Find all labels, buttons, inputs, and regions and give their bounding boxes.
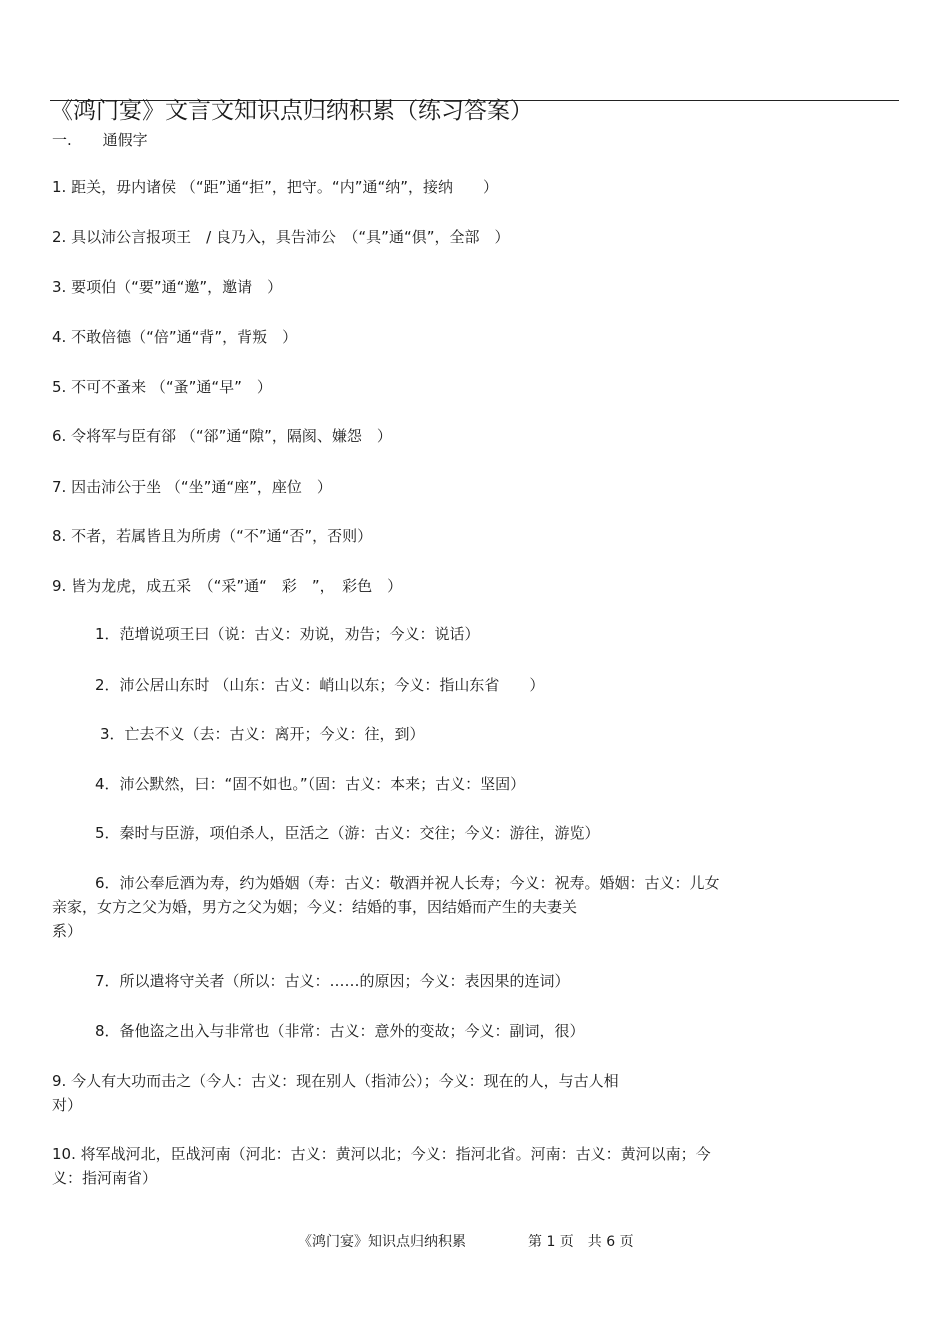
footer-page-number: 第 1 页 共 6 页 — [528, 1234, 634, 1250]
gujin-item-9-line-1: 9. 今人有大功而击之（今人：古义：现在别人（指沛公）；今义：现在的人，与古人相 — [52, 1072, 619, 1090]
section-number: 一. — [52, 131, 72, 149]
gujin-item-10-line-1: 10. 将军战河北，臣战河南（河北：古义：黄河以北；今义：指河北省。河南：古义：黄河以南；今 — [52, 1145, 711, 1163]
gujin-item-7: 7．所以遣将守关者（所以：古义：……的原因；今义：表因果的连词） — [95, 972, 570, 990]
gujin-item-5: 5．秦时与臣游，项伯杀人，臣活之（游：古义：交往；今义：游往，游览） — [95, 824, 600, 842]
tongjia-item-5: 5. 不可不蚤来 （“蚤”通“早” ） — [52, 378, 272, 396]
gujin-item-8: 8．备他盗之出入与非常也（非常：古义：意外的变故；今义：副词，很） — [95, 1022, 585, 1040]
tongjia-item-6: 6. 令将军与臣有郤 （“郤”通“隙”，隔阂、嫌怨 ） — [52, 427, 392, 445]
footer-doc-title: 《鸿门宴》知识点归纳积累 — [298, 1234, 466, 1250]
gujin-item-3: 3．亡去不义（去：古义：离开；今义：往，到） — [100, 725, 425, 743]
gujin-item-10-line-2: 义：指河南省） — [52, 1169, 158, 1187]
gujin-item-6-line-3: 系） — [52, 922, 83, 940]
gujin-item-2: 2．沛公居山东时 （山东：古义：峭山以东；今义：指山东省 ） — [95, 676, 545, 694]
gujin-item-1: 1．范增说项王曰（说：古义：劝说，劝告；今义：说话） — [95, 625, 480, 643]
document-title: 《鸿门宴》文言文知识点归纳积累（练习答案） — [50, 98, 533, 124]
gujin-item-4: 4．沛公默然，曰：“固不如也。”（固：古义：本来；古义：坚固） — [95, 775, 526, 793]
tongjia-item-7: 7. 因击沛公于坐 （“坐”通“座”，座位 ） — [52, 478, 332, 496]
tongjia-item-2: 2. 具以沛公言报项王 / 良乃入，具告沛公 （“具”通“俱”，全部 ） — [52, 228, 510, 246]
tongjia-item-3: 3. 要项伯（“要”通“邀”，邀请 ） — [52, 278, 283, 296]
tongjia-item-1: 1. 距关，毋内诸侯 （“距”通“拒”，把守。“内”通“纳”，接纳 ） — [52, 178, 499, 196]
section-label: 通假字 — [102, 131, 148, 149]
tongjia-item-4: 4. 不敢倍德（“倍”通“背”，背叛 ） — [52, 328, 298, 346]
gujin-item-6-line-1: 6．沛公奉卮酒为寿，约为婚姻（寿：古义：敬酒并祝人长寿；今义：祝寿。婚姻：古义：儿女 — [95, 874, 720, 892]
section-heading — [52, 130, 148, 150]
gujin-item-6-line-2: 亲家，女方之父为婚，男方之父为姻；今义：结婚的事，因结婚而产生的夫妻关 — [52, 898, 578, 916]
tongjia-item-8: 8. 不者，若属皆且为所虏（“不”通“否”，否则） — [52, 527, 373, 545]
tongjia-item-9: 9. 皆为龙虎，成五采 （“采”通“ 彩 ”， 彩色 ） — [52, 577, 403, 595]
gujin-item-9-line-2: 对） — [52, 1096, 83, 1114]
